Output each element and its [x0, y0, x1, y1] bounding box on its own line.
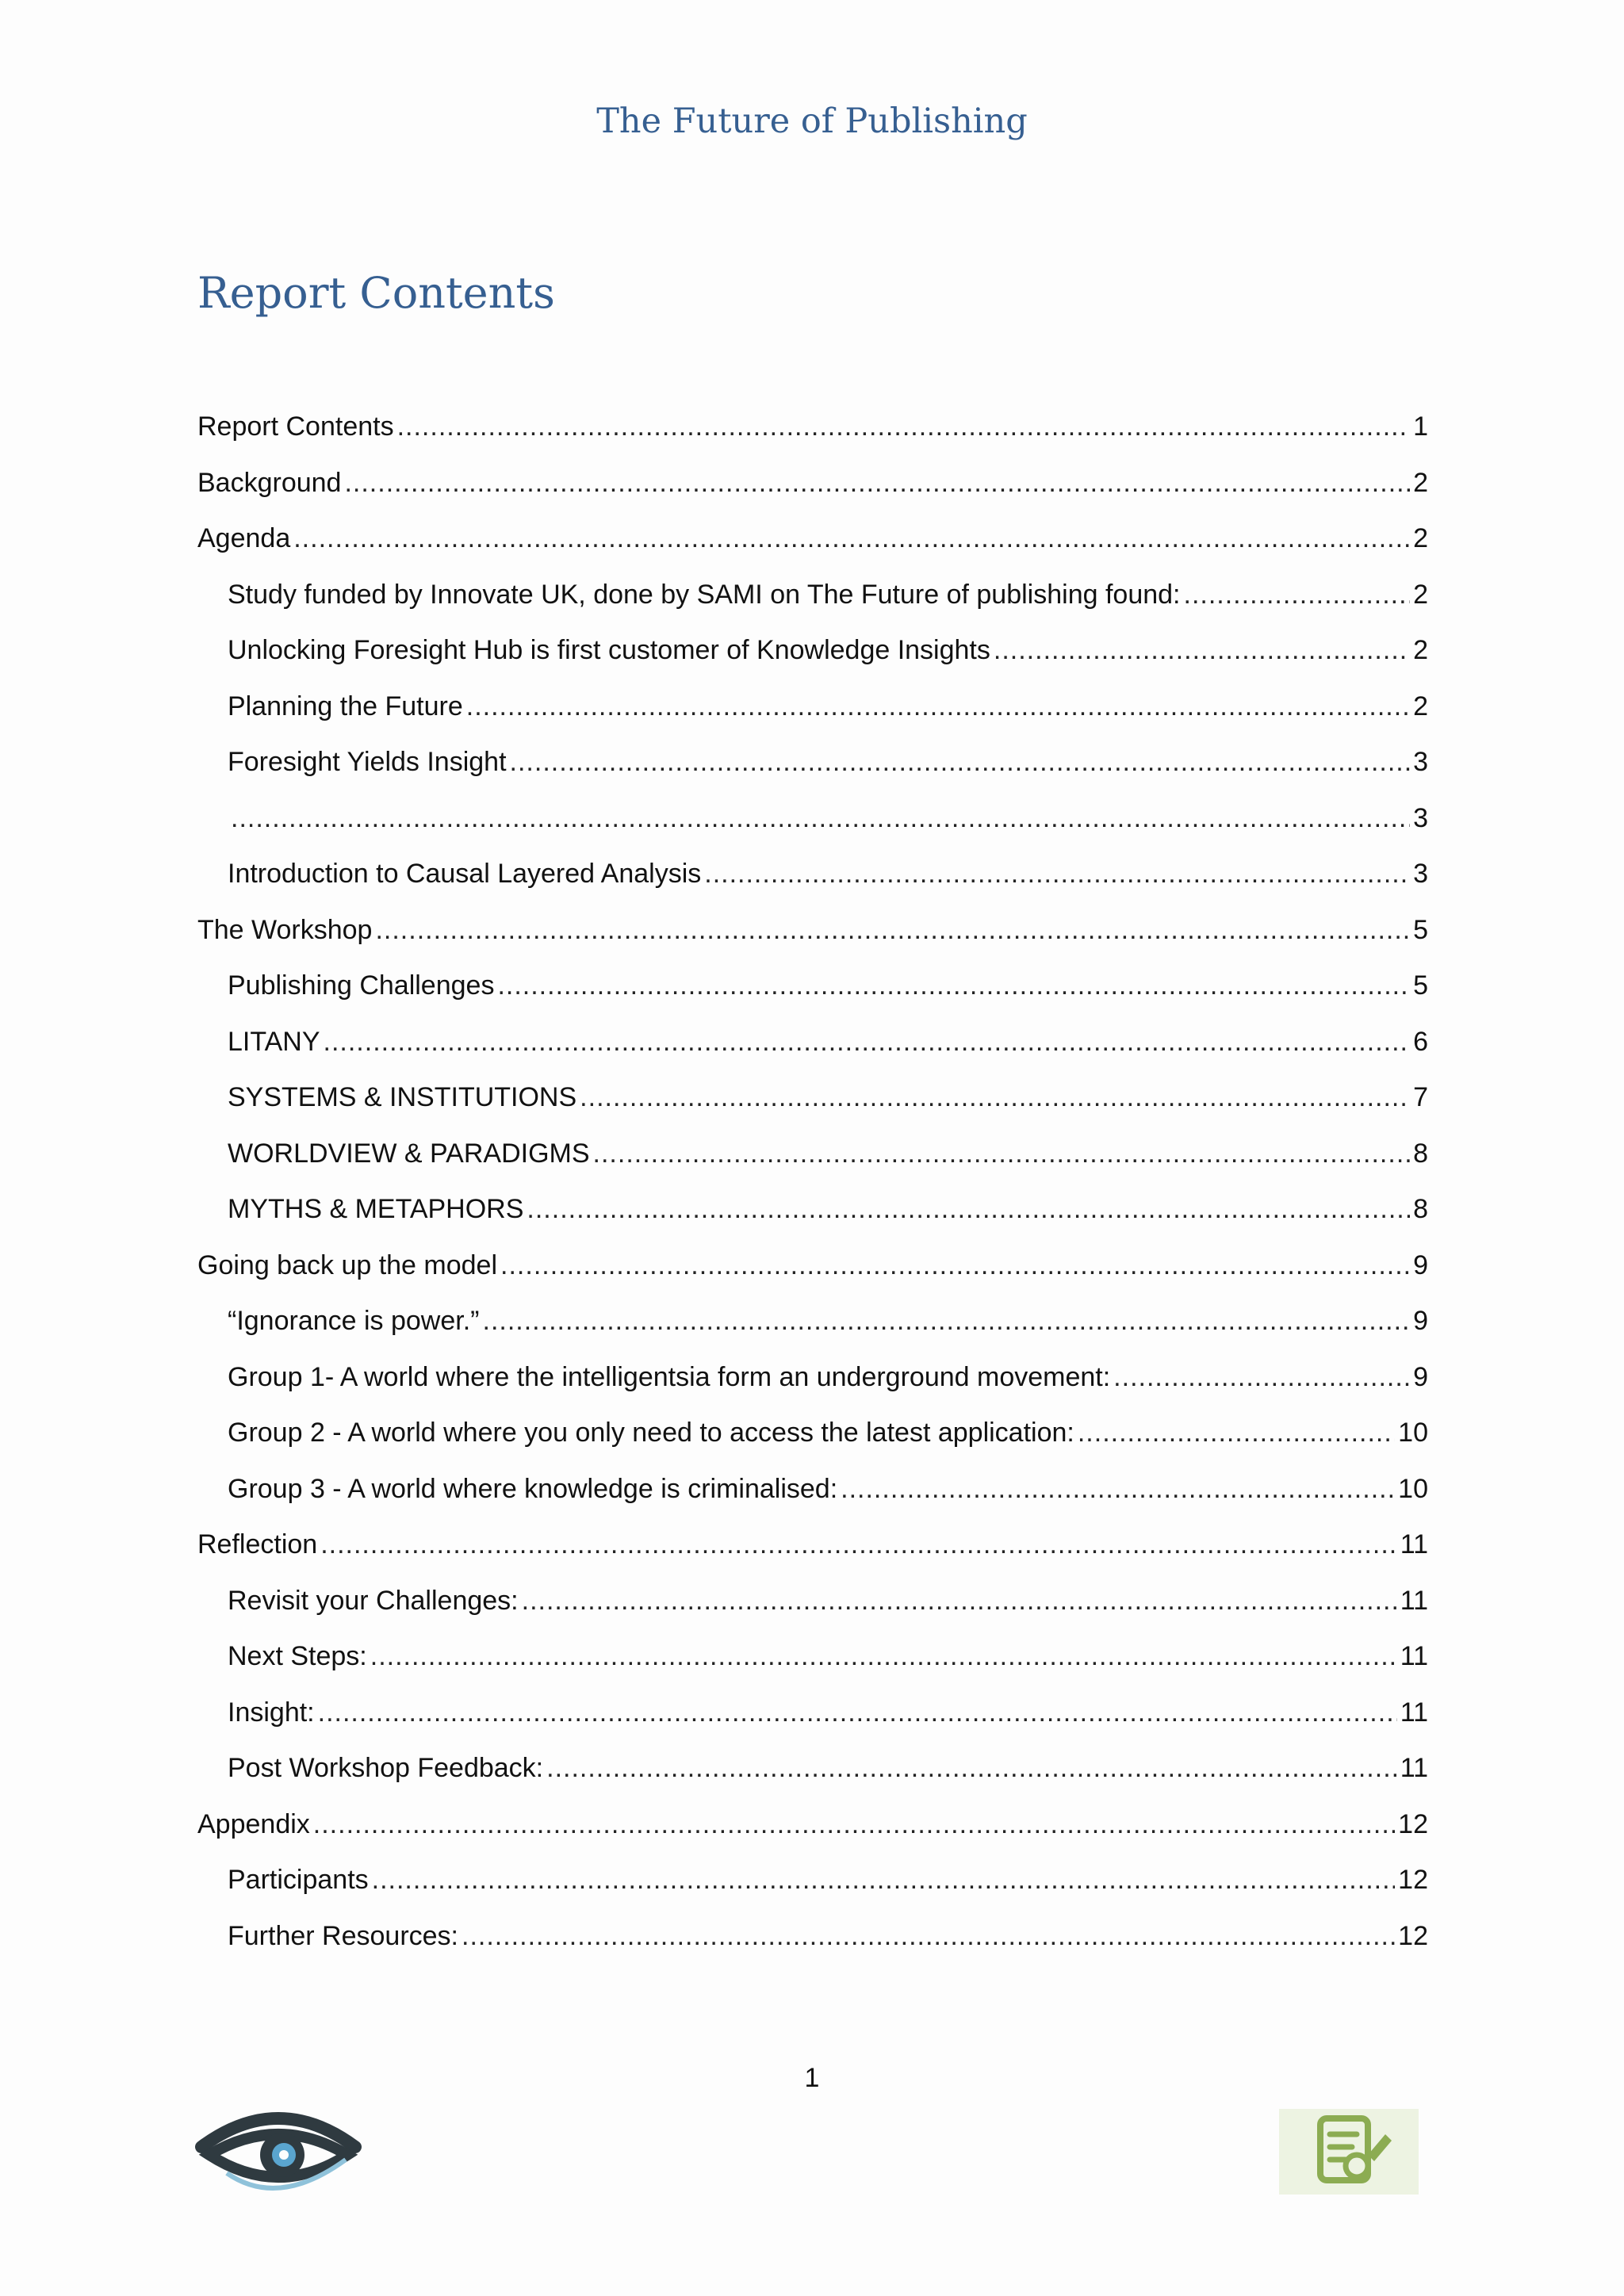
toc-entry-page: 11: [1400, 1641, 1428, 1671]
toc-entry-title: MYTHS & METAPHORS: [228, 1194, 524, 1224]
toc-entry-page: 1: [1413, 411, 1428, 442]
toc-entry-page: 12: [1398, 1865, 1428, 1895]
toc-dot-leader: [994, 622, 1410, 679]
toc-entry-page: 8: [1413, 1194, 1428, 1224]
table-of-contents: [197, 399, 1428, 1964]
toc-entry[interactable]: [197, 1293, 1428, 1349]
toc-dot-leader: [293, 511, 1410, 567]
toc-entry-title: WORLDVIEW & PARADIGMS: [228, 1138, 590, 1169]
toc-entry[interactable]: [197, 734, 1428, 790]
toc-entry[interactable]: [197, 1349, 1428, 1406]
toc-entry[interactable]: [197, 958, 1428, 1014]
toc-entry[interactable]: [197, 1461, 1428, 1517]
toc-dot-leader: [527, 1181, 1410, 1238]
toc-entry[interactable]: [197, 1238, 1428, 1294]
toc-entry[interactable]: [197, 622, 1428, 679]
toc-entry-page: 3: [1413, 859, 1428, 889]
document-edit-icon: [1279, 2109, 1419, 2195]
toc-entry-page: 3: [1413, 747, 1428, 777]
toc-entry-title: Appendix: [197, 1808, 310, 1839]
toc-entry-title: SYSTEMS & INSTITUTIONS: [228, 1082, 577, 1112]
toc-entry-title: Group 2 - A world where you only need to access the latest application:: [228, 1418, 1074, 1448]
toc-entry-page: 9: [1413, 1361, 1428, 1392]
toc-entry-page: 2: [1413, 635, 1428, 665]
toc-entry-title: The Workshop: [197, 914, 373, 945]
toc-entry-page: 5: [1413, 970, 1428, 1001]
toc-entry-page: 11: [1400, 1753, 1428, 1783]
toc-entry-page: 11: [1400, 1697, 1428, 1728]
toc-entry-page: 6: [1413, 1026, 1428, 1057]
toc-entry[interactable]: [197, 455, 1428, 511]
toc-entry-title: Foresight Yields Insight: [228, 747, 507, 777]
page-number: 1: [804, 2063, 820, 2093]
toc-entry[interactable]: [197, 1685, 1428, 1741]
toc-entry-title: “Ignorance is power.”: [228, 1306, 480, 1336]
toc-dot-leader: [580, 1070, 1410, 1126]
toc-dot-leader: [370, 1628, 1397, 1685]
toc-entry[interactable]: [197, 1740, 1428, 1797]
toc-entry-page: 9: [1413, 1306, 1428, 1336]
toc-entry[interactable]: [197, 399, 1428, 455]
toc-dot-leader: [397, 399, 1410, 455]
toc-entry-page: 9: [1413, 1249, 1428, 1280]
toc-dot-leader: [372, 1852, 1396, 1908]
toc-entry-page: 7: [1413, 1082, 1428, 1112]
toc-dot-leader: [324, 1014, 1411, 1070]
toc-entry-title: Agenda: [197, 523, 291, 553]
eye-logo-icon: [195, 2098, 362, 2201]
toc-dot-leader: [313, 1797, 1395, 1853]
toc-entry[interactable]: [197, 1797, 1428, 1853]
toc-dot-leader: [466, 679, 1410, 735]
toc-dot-leader: [1113, 1349, 1410, 1406]
toc-entry-page: 11: [1400, 1585, 1428, 1616]
toc-dot-leader: [497, 958, 1410, 1014]
toc-dot-leader: [1184, 567, 1411, 623]
toc-entry[interactable]: [197, 679, 1428, 735]
toc-entry[interactable]: [197, 1014, 1428, 1070]
toc-dot-leader: [546, 1740, 1397, 1797]
toc-entry[interactable]: [197, 1070, 1428, 1126]
toc-dot-leader: [320, 1517, 1397, 1573]
toc-entry-title: Introduction to Causal Layered Analysis: [228, 859, 702, 889]
toc-entry-title: Insight:: [228, 1697, 315, 1728]
toc-dot-leader: [1078, 1405, 1395, 1461]
toc-entry[interactable]: [197, 1852, 1428, 1908]
toc-entry-title: Unlocking Foresight Hub is first customer of Knowledge Insights: [228, 635, 990, 665]
toc-entry-page: 2: [1413, 691, 1428, 721]
toc-entry[interactable]: [197, 1405, 1428, 1461]
toc-entry-page: 10: [1398, 1418, 1428, 1448]
toc-entry[interactable]: [197, 1126, 1428, 1182]
toc-entry-page: 10: [1398, 1473, 1428, 1504]
toc-heading: Report Contents: [197, 268, 555, 318]
toc-entry-page: 2: [1413, 467, 1428, 498]
toc-entry-title: Study funded by Innovate UK, done by SAMI on The Future of publishing found:: [228, 579, 1181, 610]
toc-entry-page: 12: [1398, 1808, 1428, 1839]
toc-entry-page: 2: [1413, 523, 1428, 553]
toc-entry-page: 3: [1413, 802, 1428, 833]
toc-entry[interactable]: [197, 902, 1428, 959]
toc-dot-leader: [500, 1238, 1410, 1294]
toc-entry-title: Next Steps:: [228, 1641, 367, 1671]
toc-entry-page: 12: [1398, 1920, 1428, 1951]
toc-entry[interactable]: [197, 511, 1428, 567]
toc-entry[interactable]: [197, 790, 1428, 847]
toc-entry-page: 8: [1413, 1138, 1428, 1169]
toc-entry-title: Report Contents: [197, 411, 394, 442]
toc-entry-title: Further Resources:: [228, 1920, 458, 1951]
toc-entry[interactable]: [197, 1628, 1428, 1685]
toc-entry-title: Going back up the model: [197, 1249, 498, 1280]
toc-entry-page: 5: [1413, 914, 1428, 945]
toc-entry-title: Participants: [228, 1865, 369, 1895]
toc-dot-leader: [483, 1293, 1411, 1349]
toc-entry[interactable]: [197, 846, 1428, 902]
toc-entry-page: 2: [1413, 579, 1428, 610]
toc-entry-title: Planning the Future: [228, 691, 463, 721]
toc-dot-leader: [462, 1908, 1395, 1965]
toc-dot-leader: [522, 1573, 1397, 1629]
toc-dot-leader: [704, 846, 1410, 902]
toc-entry-title: Revisit your Challenges:: [228, 1585, 519, 1616]
toc-entry-title: Publishing Challenges: [228, 970, 495, 1001]
toc-dot-leader: [510, 734, 1411, 790]
toc-dot-leader: [375, 902, 1410, 959]
toc-entry-title: Group 1- A world where the intelligentsia form an underground movement:: [228, 1361, 1111, 1392]
toc-dot-leader: [841, 1461, 1395, 1517]
toc-dot-leader: [344, 455, 1410, 511]
toc-dot-leader: [231, 790, 1410, 847]
toc-entry[interactable]: [197, 1908, 1428, 1965]
toc-entry[interactable]: [197, 1573, 1428, 1629]
toc-dot-leader: [593, 1126, 1411, 1182]
toc-entry-page: 11: [1400, 1529, 1428, 1559]
toc-dot-leader: [318, 1685, 1397, 1741]
toc-entry[interactable]: [197, 1181, 1428, 1238]
toc-entry-title: LITANY: [228, 1026, 320, 1057]
toc-entry-title: Reflection: [197, 1529, 318, 1559]
toc-entry[interactable]: [197, 567, 1428, 623]
toc-entry[interactable]: [197, 1517, 1428, 1573]
toc-entry-title: Background: [197, 467, 342, 498]
running-header-title: The Future of Publishing: [596, 101, 1028, 141]
toc-entry-title: Group 3 - A world where knowledge is criminalised:: [228, 1473, 838, 1504]
toc-entry-title: Post Workshop Feedback:: [228, 1753, 544, 1783]
